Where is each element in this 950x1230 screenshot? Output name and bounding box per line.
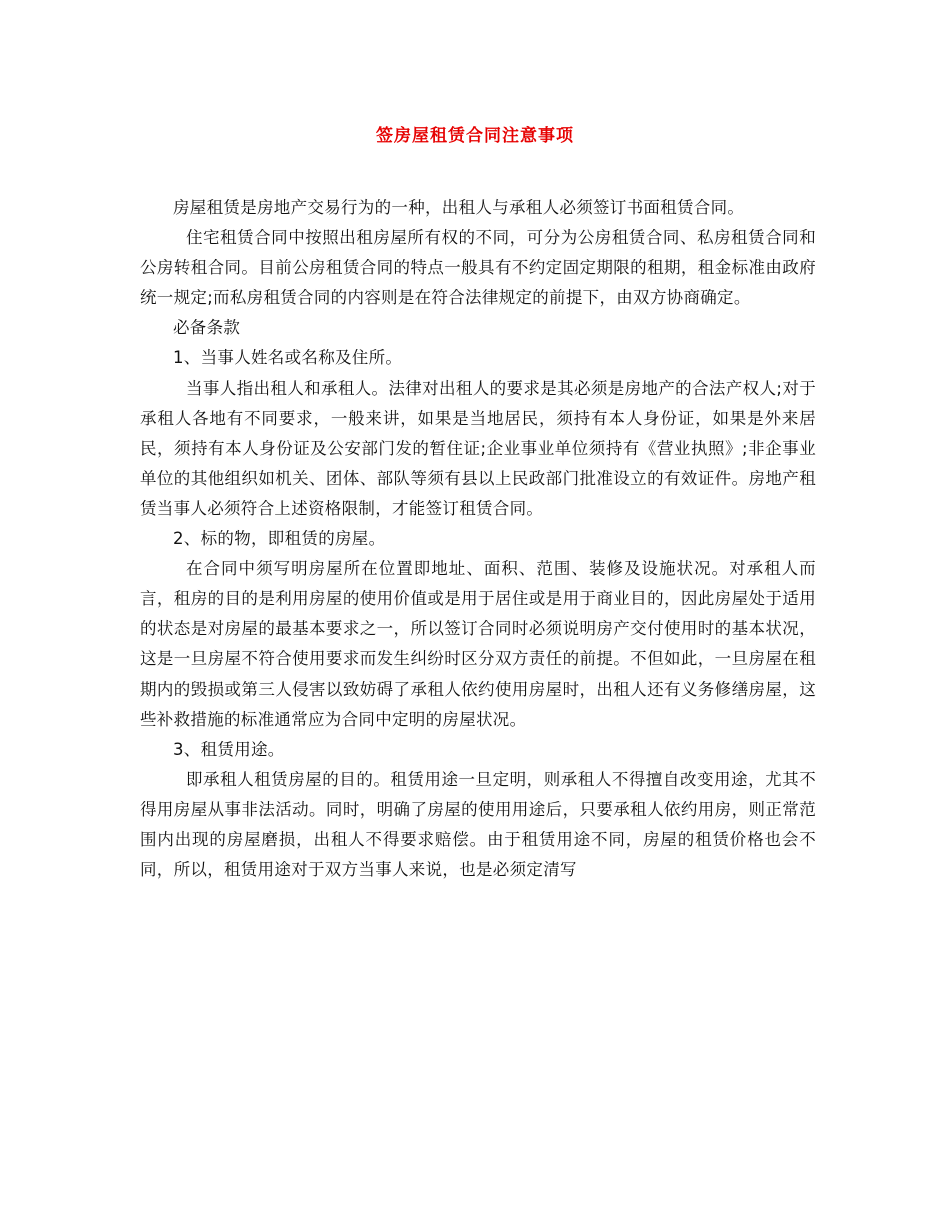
clause-heading-parties: 1、当事人姓名或名称及住所。 (173, 348, 403, 368)
paragraph-contract-types: 住宅租赁合同中按照出租房屋所有权的不同，可分为公房租赁合同、私房租赁合同和公房转租合同。目前公房租赁合同的特点一般具有不约定固定期限的租期，租金标准由政府统一规定;而私房租赁合同的内容则是在符合法律规定的前提下，由双方协商确定。 (140, 228, 816, 308)
paragraph-subject: 在合同中须写明房屋所在位置即地址、面积、范围、装修及设施状况。对承租人而言，租房的目的是利用房屋的使用价值或是用于居住或是用于商业目的，因此房屋处于适用的状态是对房屋的最基本要求之一，所以签订合同时必须说明房产交付使用时的基本状况，这是一旦房屋不符合使用要求而发生纠纷时区分双方责任的前提。不但如此，一旦房屋在租期内的毁损或第三人侵害以致妨碍了承租人依约使用房屋时，出租人还有义务修缮房屋，这些补救措施的标准通常应为合同中定明的房屋状况。 (140, 559, 816, 729)
paragraph-parties: 当事人指出租人和承租人。法律对出租人的要求是其必须是房地产的合法产权人;对于承租人各地有不同要求，一般来讲，如果是当地居民，须持有本人身份证，如果是外来居民，须持有本人身份证及公安部门发的暂住证;企业事业单位须持有《营业执照》;非企事业单位的其他组织如机关、团体、部队等须有县以上民政部门批准设立的有效证件。房地产租赁当事人必须符合上述资格限制，才能签订租赁合同。 (140, 378, 816, 518)
section-heading-required-clauses: 必备条款 (173, 318, 241, 338)
clause-heading-subject: 2、标的物，即租赁的房屋。 (173, 529, 386, 549)
clause-heading-purpose: 3、租赁用途。 (173, 739, 285, 759)
document-title: 签房屋租赁合同注意事项 (376, 126, 574, 146)
paragraph-intro: 房屋租赁是房地产交易行为的一种，出租人与承租人必须签订书面租赁合同。 (173, 198, 745, 217)
document-body (140, 193, 816, 885)
paragraph-purpose: 即承租人租赁房屋的目的。租赁用途一旦定明，则承租人不得擅自改变用途，尤其不得用房屋从事非法活动。同时，明确了房屋的使用用途后，只要承租人依约用房，则正常范围内出现的房屋磨损，出租人不得要求赔偿。由于租赁用途不同，房屋的租赁价格也会不同，所以，租赁用途对于双方当事人来说，也是必须定清写 (140, 769, 816, 880)
